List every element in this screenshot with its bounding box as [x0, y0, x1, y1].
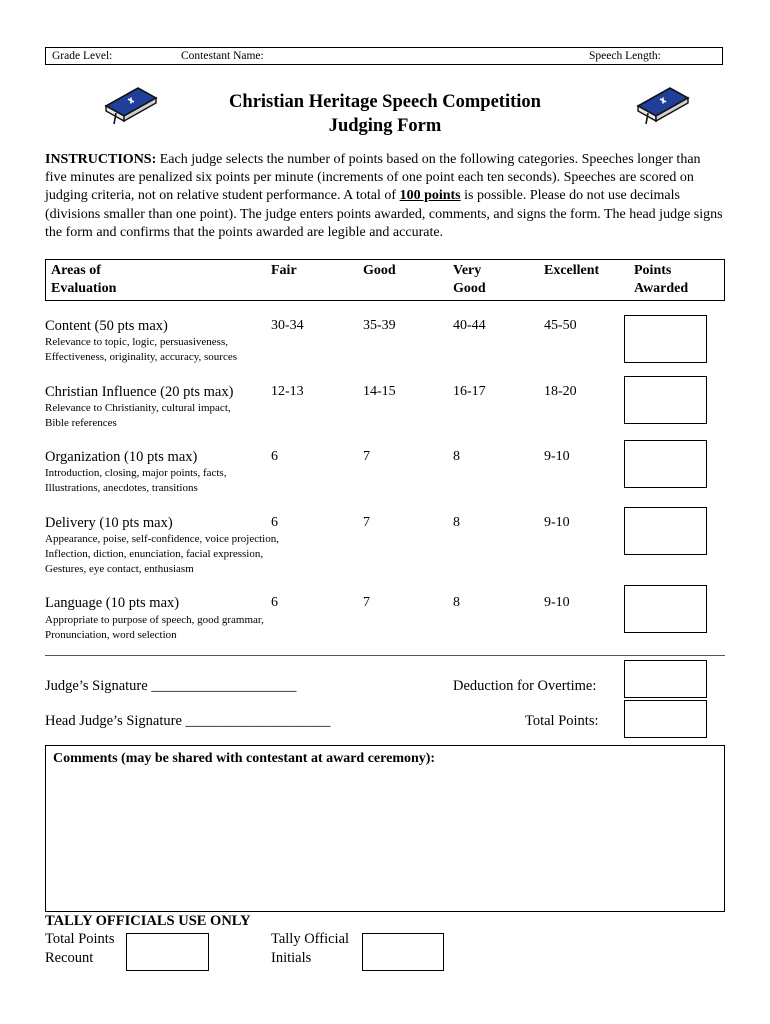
row-content-name: Content (50 pts max)	[45, 318, 168, 334]
comments-label: Comments (may be shared with contestant at award ceremony):	[53, 751, 436, 766]
row-delivery-name: Delivery (10 pts max)	[45, 515, 173, 531]
tally-recount-label: Total Points Recount	[45, 931, 115, 966]
header-fair: Fair	[271, 263, 297, 278]
row-influence-desc: Relevance to Christianity, cultural impact, Bible references	[45, 402, 231, 429]
row-content-fair: 30-34	[271, 318, 304, 333]
row-organization-fair: 6	[271, 449, 278, 464]
row-influence-name: Christian Influence (20 pts max)	[45, 384, 234, 400]
row-organization-name: Organization (10 pts max)	[45, 449, 198, 465]
header-info-bar	[45, 47, 723, 65]
instructions-paragraph	[45, 151, 725, 242]
instructions-text-after: is possible. Please do not use decimals (divisions smaller than one point). The judge enters points awarded, comments, and signs the form. The head judge signs the form and confirms that the points awarded are legible and accurate.	[45, 188, 723, 240]
grade-level-label: Grade Level:	[52, 50, 113, 62]
section-divider	[45, 655, 725, 656]
contestant-name-label: Contestant Name:	[181, 50, 264, 62]
header-excellent: Excellent	[544, 263, 600, 278]
head-judge-signature-line[interactable]: Head Judge’s Signature ____________________	[45, 713, 331, 729]
row-language-very-good: 8	[453, 595, 460, 610]
row-organization-very-good: 8	[453, 449, 460, 464]
deduction-box[interactable]	[624, 660, 707, 698]
form-title-line2: Judging Form	[328, 116, 442, 136]
row-delivery-desc: Appearance, poise, self-confidence, voice projection, Inflection, diction, enunciation, facial expression, Gestures, eye contact, enthusiasm	[45, 533, 279, 575]
tally-initials-label: Tally Official Initials	[271, 931, 350, 966]
header-areas: Areas of Evaluation	[51, 263, 117, 296]
total-points-box[interactable]	[624, 700, 707, 738]
row-delivery-fair: 6	[271, 515, 278, 530]
row-influence-excellent: 18-20	[544, 384, 577, 399]
row-delivery-excellent: 9-10	[544, 515, 570, 530]
row-language-name: Language (10 pts max)	[45, 595, 180, 611]
row-organization-good: 7	[363, 449, 370, 464]
row-content-excellent: 45-50	[544, 318, 577, 333]
delivery-points-box[interactable]	[624, 507, 707, 555]
header-points-awarded: Points Awarded	[634, 263, 689, 296]
comments-box[interactable]	[45, 745, 725, 912]
header-good: Good	[363, 263, 396, 278]
language-points-box[interactable]	[624, 585, 707, 633]
row-language-good: 7	[363, 595, 370, 610]
row-delivery-very-good: 8	[453, 515, 460, 530]
form-title-line1: Christian Heritage Speech Competition	[229, 92, 541, 112]
tally-recount-box[interactable]	[126, 933, 209, 971]
deduction-label: Deduction for Overtime:	[453, 678, 597, 694]
row-influence-fair: 12-13	[271, 384, 304, 399]
content-points-box[interactable]	[624, 315, 707, 363]
influence-points-box[interactable]	[624, 376, 707, 424]
instructions-text-before: Each judge selects the number of points based on the following categories. Speeches longer than five minutes are penalized six points per minute (increments of one point each ten seconds). Speeches are scored on judging criteria, not on relative student performance. A total of	[45, 152, 701, 204]
row-content-very-good: 40-44	[453, 318, 486, 333]
speech-length-label: Speech Length:	[589, 50, 661, 62]
row-organization-desc: Introduction, closing, major points, facts, Illustrations, anecdotes, transitions	[45, 467, 227, 494]
judge-signature-line[interactable]: Judge’s Signature ____________________	[45, 678, 297, 694]
row-influence-good: 14-15	[363, 384, 396, 399]
instructions-label: INSTRUCTIONS:	[45, 152, 157, 167]
row-influence-very-good: 16-17	[453, 384, 486, 399]
header-very-good: Very Good	[453, 263, 486, 296]
row-content-good: 35-39	[363, 318, 396, 333]
row-language-desc: Appropriate to purpose of speech, good grammar, Pronunciation, word selection	[45, 614, 264, 641]
row-language-fair: 6	[271, 595, 278, 610]
row-language-excellent: 9-10	[544, 595, 570, 610]
row-organization-excellent: 9-10	[544, 449, 570, 464]
total-points-label: Total Points:	[525, 713, 599, 729]
instructions-total-points: 100 points	[399, 188, 461, 204]
tally-initials-box[interactable]	[362, 933, 444, 971]
tally-heading: TALLY OFFICIALS USE ONLY	[45, 913, 251, 929]
row-delivery-good: 7	[363, 515, 370, 530]
organization-points-box[interactable]	[624, 440, 707, 488]
row-content-desc: Relevance to topic, logic, persuasiveness, Effectiveness, originality, accuracy, sources	[45, 336, 238, 363]
